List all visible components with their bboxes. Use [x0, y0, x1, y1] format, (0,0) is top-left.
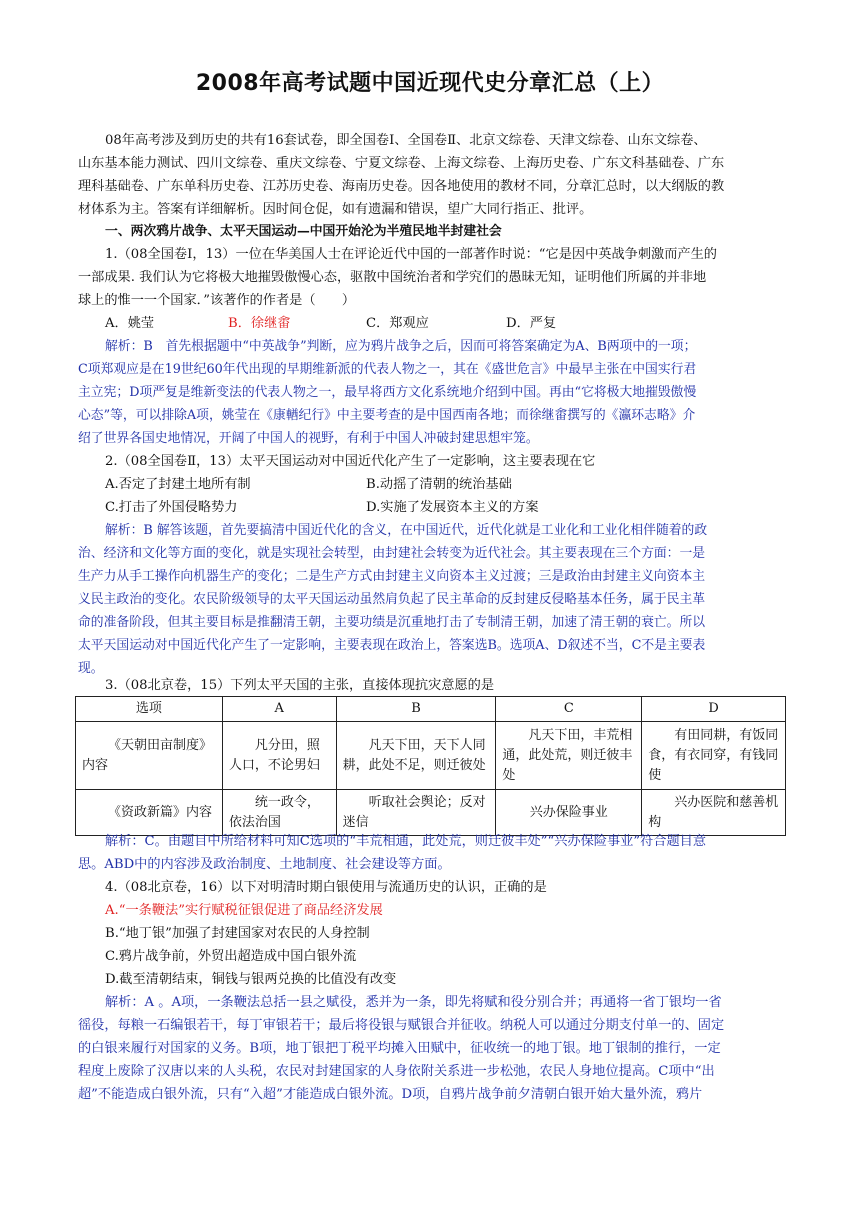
- q4-option-d: D.截至清朝结束，铜钱与银两兑换的比值没有改变: [105, 972, 397, 987]
- table-cell: 凡分田，照人口，不论男妇: [222, 722, 336, 790]
- q4-stem: 4.（08北京卷，16）以下对明清时期白银使用与流通历史的认识，正确的是: [105, 880, 547, 895]
- table-header-cell: A: [222, 697, 336, 722]
- table-cell: 凡天下田，丰荒相通，此处荒，则迁彼丰处: [496, 722, 642, 790]
- q2-analysis-line: 现。: [78, 661, 104, 676]
- q1-stem-line: 1.（08全国卷Ⅰ，13）一位在华美国人士在评论近代中国的一部著作时说：“它是因中英战争刺激而产生的: [105, 247, 717, 262]
- q2-analysis-line: 解析：B 解答该题，首先要搞清中国近代化的含义，在中国近代，近代化就是工业化和工业化相伴随着的政: [105, 523, 708, 538]
- q3-analysis-line: 解析：C。由题目中所给材料可知C选项的“丰荒相通，此处荒，则迁彼丰处”“兴办保险事业”符合题目意: [105, 834, 707, 849]
- q1-option-d: D．严复: [506, 316, 557, 331]
- q4-analysis-line: 超”不能造成白银外流，只有“入超”才能造成白银外流。D项，自鸦片战争前夕清朝白银开始大量外流，鸦片: [78, 1087, 703, 1102]
- q1-stem-line: 一部成果. 我们认为它将极大地摧毁傲慢心态，驱散中国统治者和学究们的愚昧无知，证明他们所属的并非地: [78, 270, 707, 285]
- section-heading: 一、两次鸦片战争、太平天国运动—中国开始沦为半殖民地半封建社会: [105, 224, 502, 239]
- q4-option-b: B.“地丁银”加强了封建国家对农民的人身控制: [105, 926, 370, 941]
- table-cell: 《资政新篇》内容: [76, 790, 223, 836]
- table-header-row: [76, 697, 786, 722]
- table-header-cell: B: [336, 697, 496, 722]
- q2-analysis-line: 太平天国运动对中国近代化产生了一定影响，主要表现在政治上，答案选B。选项A、D叙述不当，C不是主要表: [78, 638, 706, 653]
- intro-line: 山东基本能力测试、四川文综卷、重庆文综卷、宁夏文综卷、上海文综卷、上海历史卷、广东文科基础卷、广东: [78, 156, 725, 171]
- q2-analysis-line: 生产力从手工操作向机器生产的变化；二是生产方式由封建主义向资本主义过渡；三是政治由封建主义向资本主: [78, 569, 706, 584]
- q4-option-a-answer: A.“一条鞭法”实行赋税征银促进了商品经济发展: [105, 903, 383, 918]
- q1-analysis-line: 心态”等，可以排除A项，姚莹在《康輶纪行》中主要考查的是中国西南各地；而徐继畬撰写的《瀛环志略》介: [78, 408, 696, 423]
- q2-option-a: A.否定了封建土地所有制: [105, 477, 251, 492]
- q4-analysis-line: 徭役，每粮一石编银若干，每丁审银若干；最后将役银与赋银合并征收。纳税人可以通过分期支付单一的、固定: [78, 1018, 725, 1033]
- table-cell: 《天朝田亩制度》内容: [76, 722, 223, 790]
- q3-analysis-line: 思。ABD中的内容涉及政治制度、土地制度、社会建设等方面。: [78, 857, 451, 872]
- intro-line: 材体系为主。答案有详细解析。因时间仓促，如有遗漏和错误，望广大同行指正、批评。: [78, 202, 593, 217]
- q3-table: [75, 696, 786, 836]
- table-cell: 兴办保险事业: [496, 790, 642, 836]
- q1-analysis-line: C项郑观应是在19世纪60年代出现的早期维新派的代表人物之一，其在《盛世危言》中最早主张在中国实行君: [78, 362, 697, 377]
- q2-option-d: D.实施了发展资本主义的方案: [366, 500, 539, 515]
- q2-analysis-line: 义民主政治的变化。农民阶级领导的太平天国运动虽然肩负起了民主革命的反封建反侵略基本任务，属于民主革: [78, 592, 706, 607]
- table-cell: 听取社会舆论；反对迷信: [336, 790, 496, 836]
- q3-stem: 3.（08北京卷，15）下列太平天国的主张，直接体现抗灾意愿的是: [105, 678, 495, 693]
- intro-line: 08年高考涉及到历史的共有16套试卷，即全国卷Ⅰ、全国卷Ⅱ、北京文综卷、天津文综卷、山东文综卷、: [105, 133, 707, 148]
- table-header-cell: 选项: [76, 697, 223, 722]
- q4-analysis-line: 的白银来履行对国家的义务。B项，地丁银把丁税平均摊入田赋中，征收统一的地丁银。地丁银制的推行，一定: [78, 1041, 721, 1056]
- q2-option-c: C.打击了外国侵略势力: [105, 500, 238, 515]
- q1-analysis-line: 解析：B 首先根据题中“中英战争”判断，应为鸦片战争之后，因而可将答案确定为A、B两项中的一项；: [105, 339, 697, 354]
- table-cell: 凡天下田，天下人同耕，此处不足，则迁彼处: [336, 722, 496, 790]
- q1-option-b-answer: B．徐继畬: [228, 316, 291, 331]
- table-header-cell: C: [496, 697, 642, 722]
- page-title: 2008年高考试题中国近现代史分章汇总（上）: [195, 71, 665, 96]
- q1-option-c: C．郑观应: [366, 316, 429, 331]
- q2-stem: 2.（08全国卷Ⅱ，13）太平天国运动对中国近代化产生了一定影响，这主要表现在它: [105, 454, 596, 469]
- q1-option-a: A．姚莹: [105, 316, 155, 331]
- table-cell: 兴办医院和慈善机构: [642, 790, 786, 836]
- q2-analysis-line: 治、经济和文化等方面的变化，就是实现社会转型，由封建社会转变为近代社会。其主要表现在三个方面：一是: [78, 546, 706, 561]
- table-row: [76, 790, 786, 836]
- q4-option-c: C.鸦片战争前，外贸出超造成中国白银外流: [105, 949, 357, 964]
- q2-analysis-line: 命的准备阶段，但其主要目标是推翻清王朝，主要功绩是沉重地打击了专制清王朝，加速了清王朝的衰亡。所以: [78, 615, 706, 630]
- q1-stem-line: 球上的惟一一个国家．”该著作的作者是（ ）: [78, 293, 356, 308]
- table-cell: 统一政令，依法治国: [222, 790, 336, 836]
- q2-option-b: B.动摇了清朝的统治基础: [366, 477, 512, 492]
- intro-line: 理科基础卷、广东单科历史卷、江苏历史卷、海南历史卷。因各地使用的教材不同，分章汇总时，以大纲版的教: [78, 179, 725, 194]
- q1-analysis-line: 主立宪；D项严复是维新变法的代表人物之一，最早将西方文化系统地介绍到中国。再由“它将极大地摧毁傲慢: [78, 385, 697, 400]
- q1-analysis-line: 绍了世界各国史地情况，开阔了中国人的视野，有利于中国人冲破封建思想牢笼。: [78, 431, 539, 446]
- table-cell: 有田同耕，有饭同食，有衣同穿，有钱同使: [642, 722, 786, 790]
- table-header-cell: D: [642, 697, 786, 722]
- q4-analysis-line: 程度上废除了汉唐以来的人头税，农民对封建国家的人身依附关系进一步松弛，农民人身地位提高。C项中“出: [78, 1064, 715, 1079]
- table-row: [76, 722, 786, 790]
- q4-analysis-line: 解析：A 。A项，一条鞭法总括一县之赋役，悉并为一条，即先将赋和役分别合并；再通将一省丁银均一省: [105, 995, 722, 1010]
